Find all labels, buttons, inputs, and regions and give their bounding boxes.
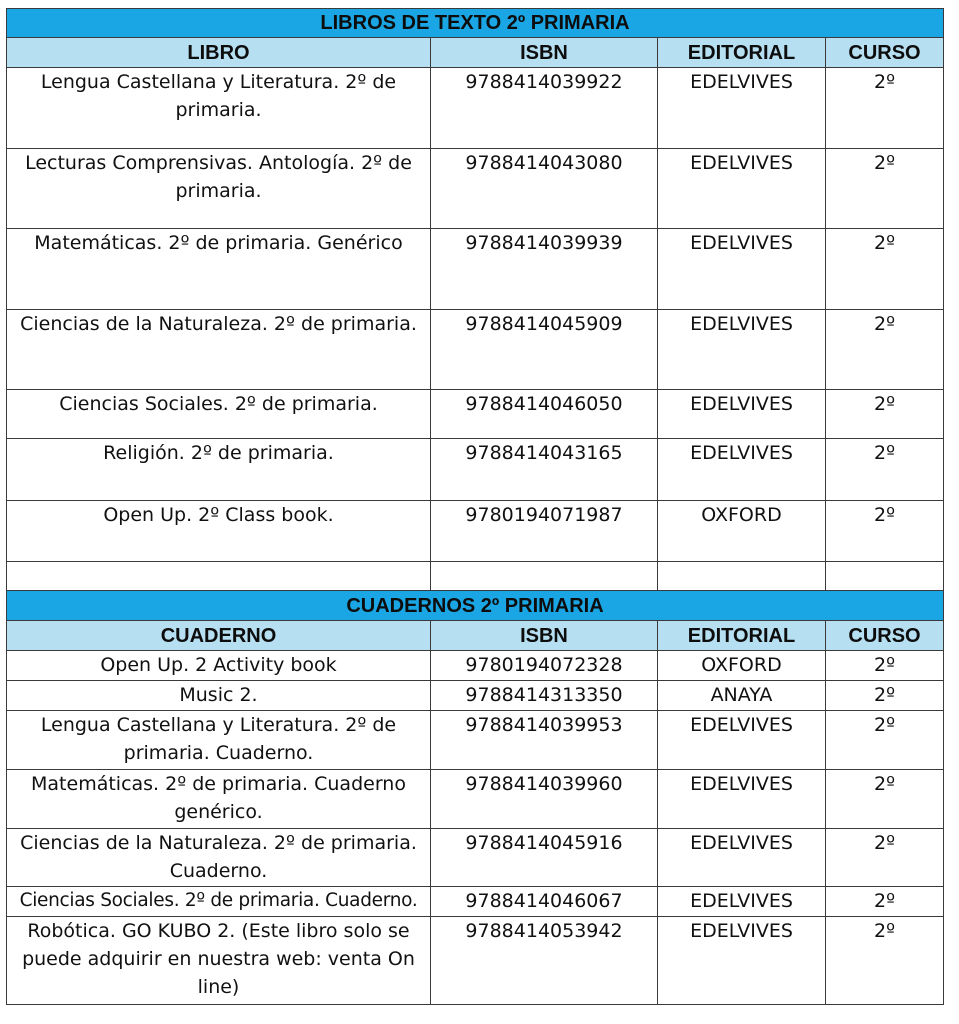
- table-row: [7, 887, 944, 917]
- table-row: [7, 501, 944, 562]
- cuaderno-title-cell: Matemáticas. 2º de primaria. Cuaderno genérico.: [7, 770, 431, 829]
- editorial-cell: EDELVIVES: [658, 439, 826, 501]
- cuaderno-title-cell: Ciencias de la Naturaleza. 2º de primaria. Cuaderno.: [7, 829, 431, 887]
- curso-cell: 2º: [826, 229, 944, 310]
- curso-cell: 2º: [826, 501, 944, 562]
- cuadernos-header-isbn: ISBN: [431, 621, 658, 651]
- editorial-cell: OXFORD: [658, 651, 826, 681]
- isbn-cell: 9788414043165: [431, 439, 658, 501]
- curso-cell: 2º: [826, 681, 944, 711]
- cuadernos-header-row: [7, 621, 944, 651]
- cuadernos-header-curso: CURSO: [826, 621, 944, 651]
- cuadernos-section-title: CUADERNOS 2º PRIMARIA: [7, 591, 944, 621]
- libros-header-row: [7, 38, 944, 68]
- isbn-cell: 9788414043080: [431, 149, 658, 229]
- libro-title-cell: Lengua Castellana y Literatura. 2º de primaria.: [7, 68, 431, 149]
- editorial-cell: EDELVIVES: [658, 68, 826, 149]
- isbn-cell: 9788414046067: [431, 887, 658, 917]
- editorial-cell: EDELVIVES: [658, 711, 826, 770]
- curso-cell: 2º: [826, 310, 944, 390]
- editorial-cell: OXFORD: [658, 501, 826, 562]
- isbn-cell: 9788414039960: [431, 770, 658, 829]
- isbn-cell: 9788414045916: [431, 829, 658, 887]
- curso-cell: 2º: [826, 439, 944, 501]
- editorial-cell: EDELVIVES: [658, 149, 826, 229]
- editorial-cell: EDELVIVES: [658, 917, 826, 1005]
- libro-title-cell: Matemáticas. 2º de primaria. Genérico: [7, 229, 431, 310]
- cuaderno-title-cell: Ciencias Sociales. 2º de primaria. Cuaderno.: [7, 887, 431, 917]
- empty-cell: [826, 562, 944, 591]
- isbn-cell: 9788414039922: [431, 68, 658, 149]
- editorial-cell: EDELVIVES: [658, 829, 826, 887]
- curso-cell: 2º: [826, 68, 944, 149]
- isbn-cell: 9788414313350: [431, 681, 658, 711]
- editorial-cell: EDELVIVES: [658, 390, 826, 439]
- editorial-cell: EDELVIVES: [658, 310, 826, 390]
- libros-header-isbn: ISBN: [431, 38, 658, 68]
- curso-cell: 2º: [826, 711, 944, 770]
- table-row: [7, 439, 944, 501]
- empty-cell: [7, 562, 431, 591]
- cuaderno-title-cell: Music 2.: [7, 681, 431, 711]
- table-row: [7, 68, 944, 149]
- table-row: [7, 229, 944, 310]
- libro-title-cell: Religión. 2º de primaria.: [7, 439, 431, 501]
- libros-header-libro: LIBRO: [7, 38, 431, 68]
- libro-title-cell: Ciencias Sociales. 2º de primaria.: [7, 390, 431, 439]
- book-list-table: [6, 8, 944, 1005]
- isbn-cell: 9780194071987: [431, 501, 658, 562]
- empty-spacer-row: [7, 562, 944, 591]
- curso-cell: 2º: [826, 770, 944, 829]
- empty-cell: [431, 562, 658, 591]
- table-row: [7, 711, 944, 770]
- libros-title-row: [7, 9, 944, 38]
- curso-cell: 2º: [826, 829, 944, 887]
- table-row: [7, 310, 944, 390]
- isbn-cell: 9788414046050: [431, 390, 658, 439]
- editorial-cell: ANAYA: [658, 681, 826, 711]
- isbn-cell: 9788414039953: [431, 711, 658, 770]
- cuaderno-title-cell: Lengua Castellana y Literatura. 2º de primaria. Cuaderno.: [7, 711, 431, 770]
- isbn-cell: 9788414045909: [431, 310, 658, 390]
- libro-title-cell: Open Up. 2º Class book.: [7, 501, 431, 562]
- editorial-cell: EDELVIVES: [658, 887, 826, 917]
- libros-header-curso: CURSO: [826, 38, 944, 68]
- table-row: [7, 149, 944, 229]
- libro-title-cell: Lecturas Comprensivas. Antología. 2º de primaria.: [7, 149, 431, 229]
- curso-cell: 2º: [826, 390, 944, 439]
- cuadernos-header-editorial: EDITORIAL: [658, 621, 826, 651]
- table-row: [7, 917, 944, 1005]
- libro-title-cell: Ciencias de la Naturaleza. 2º de primaria.: [7, 310, 431, 390]
- cuadernos-title-row: [7, 591, 944, 621]
- table-row: [7, 390, 944, 439]
- libros-section-title: LIBROS DE TEXTO 2º PRIMARIA: [7, 9, 944, 38]
- table-row: [7, 681, 944, 711]
- isbn-cell: 9788414053942: [431, 917, 658, 1005]
- curso-cell: 2º: [826, 887, 944, 917]
- editorial-cell: EDELVIVES: [658, 229, 826, 310]
- table-row: [7, 829, 944, 887]
- cuadernos-header-cuaderno: CUADERNO: [7, 621, 431, 651]
- isbn-cell: 9780194072328: [431, 651, 658, 681]
- curso-cell: 2º: [826, 651, 944, 681]
- editorial-cell: EDELVIVES: [658, 770, 826, 829]
- cuaderno-title-cell: Robótica. GO KUBO 2. (Este libro solo se puede adquirir en nuestra web: venta On line): [7, 917, 431, 1005]
- table-row: [7, 651, 944, 681]
- curso-cell: 2º: [826, 917, 944, 1005]
- table-row: [7, 770, 944, 829]
- isbn-cell: 9788414039939: [431, 229, 658, 310]
- empty-cell: [658, 562, 826, 591]
- libros-header-editorial: EDITORIAL: [658, 38, 826, 68]
- cuaderno-title-cell: Open Up. 2 Activity book: [7, 651, 431, 681]
- curso-cell: 2º: [826, 149, 944, 229]
